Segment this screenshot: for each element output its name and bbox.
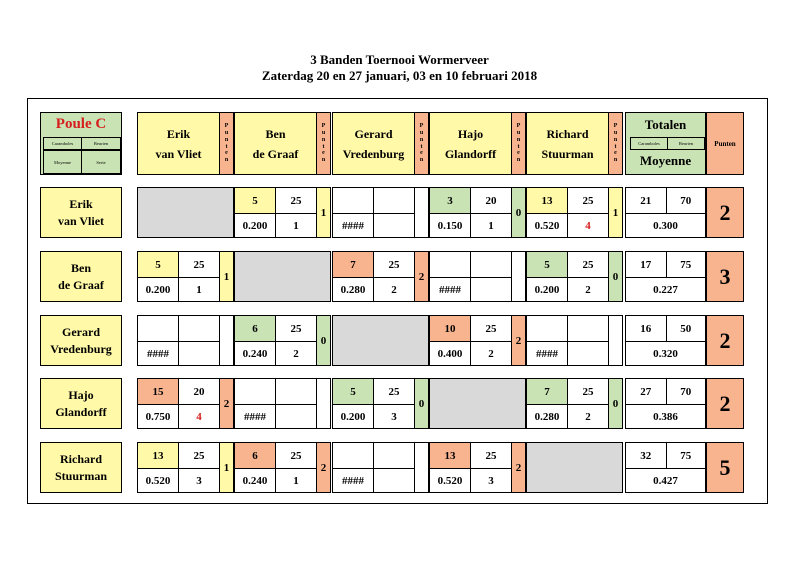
match-caramboles: 15 — [137, 378, 179, 405]
row-player-name — [40, 315, 122, 366]
match-serie: 2 — [470, 341, 512, 366]
punten-vertical-letter: u — [224, 129, 229, 136]
punten-vertical-letter: P — [516, 123, 521, 130]
match-beurten — [373, 187, 415, 214]
match-beurten: 25 — [373, 378, 415, 405]
total-caramboles: 16 — [625, 315, 667, 342]
total-beurten: 75 — [666, 442, 707, 469]
column-header-name-line2: Stuurman — [541, 146, 594, 161]
match-moyenne: #### — [234, 404, 276, 429]
punten-vertical-letter: P — [613, 123, 618, 130]
total-beurten: 50 — [666, 315, 707, 342]
punten-vertical-letter: t — [517, 143, 520, 150]
row-player-name-line2: Glandorff — [55, 404, 107, 419]
match-caramboles: 6 — [234, 315, 276, 342]
match-serie: 2 — [567, 404, 609, 429]
match-caramboles: 13 — [137, 442, 179, 469]
total-moyenne: 0.227 — [625, 277, 706, 302]
match-moyenne: #### — [526, 341, 568, 366]
total-points: 5 — [706, 442, 744, 493]
match-moyenne: 0.400 — [429, 341, 471, 366]
match-moyenne: 0.520 — [429, 468, 471, 493]
match-caramboles: 3 — [429, 187, 471, 214]
match-beurten — [178, 315, 220, 342]
self-match-cell — [429, 378, 526, 429]
total-points: 2 — [706, 315, 744, 366]
match-points: 1 — [608, 187, 623, 238]
punten-vertical-letter: t — [322, 143, 325, 150]
row-player-name-line2: Stuurman — [54, 468, 107, 483]
column-header-name-line1: Gerard — [354, 126, 393, 141]
row-player-name-line2: van Vliet — [57, 213, 105, 228]
match-serie — [567, 341, 609, 366]
match-points — [608, 315, 623, 366]
match-serie: 4 — [178, 404, 220, 429]
column-header-player-3 — [332, 112, 415, 175]
row-player-name-line1: Gerard — [62, 324, 100, 339]
match-caramboles — [526, 315, 568, 342]
match-serie: 1 — [178, 277, 220, 302]
punten-vertical-letter: e — [420, 150, 423, 157]
match-caramboles: 13 — [429, 442, 471, 469]
punten-vertical-letter: u — [419, 129, 424, 136]
row-player-name — [40, 187, 122, 238]
match-caramboles: 7 — [332, 251, 374, 278]
match-beurten — [567, 315, 609, 342]
punten-vertical-label — [414, 112, 429, 175]
match-beurten: 25 — [178, 251, 220, 278]
match-points: 0 — [608, 378, 623, 429]
match-moyenne: 0.150 — [429, 213, 471, 238]
poule-beurten-label: Beurten — [81, 137, 121, 150]
column-header-name-line2: Glandorff — [444, 146, 497, 161]
punten-vertical-letter: u — [613, 129, 618, 136]
row-player-name-line1: Hajo — [68, 387, 94, 402]
match-caramboles: 10 — [429, 315, 471, 342]
match-moyenne: 0.200 — [137, 277, 179, 302]
total-caramboles: 17 — [625, 251, 667, 278]
totals-header — [625, 112, 706, 175]
column-header-player-1 — [137, 112, 220, 175]
total-moyenne: 0.300 — [625, 213, 706, 238]
row-player-name-line2: Vredenburg — [50, 341, 112, 356]
punten-vertical-letter: n — [419, 157, 424, 164]
column-header-player-4 — [429, 112, 512, 175]
match-points: 2 — [219, 378, 234, 429]
punten-vertical-letter: n — [613, 157, 618, 164]
self-match-cell — [137, 187, 234, 238]
totals-title: Totalen — [644, 117, 687, 132]
match-points — [414, 442, 429, 493]
match-points: 2 — [511, 442, 526, 493]
match-caramboles: 5 — [234, 187, 276, 214]
row-player-name-line1: Richard — [60, 451, 102, 466]
column-header-name-line1: Richard — [546, 126, 589, 141]
match-beurten: 20 — [470, 187, 512, 214]
punten-vertical-letter: n — [321, 157, 326, 164]
match-serie: 1 — [470, 213, 512, 238]
match-caramboles: 5 — [526, 251, 568, 278]
match-points: 1 — [219, 442, 234, 493]
match-moyenne: 0.200 — [526, 277, 568, 302]
total-moyenne: 0.320 — [625, 341, 706, 366]
punten-vertical-letter: n — [516, 157, 521, 164]
row-player-name — [40, 442, 122, 493]
punten-vertical-letter: e — [225, 150, 228, 157]
match-moyenne: 0.200 — [332, 404, 374, 429]
column-header-name-line2: van Vliet — [155, 146, 202, 161]
row-player-name-line2: de Graaf — [58, 277, 104, 292]
match-beurten: 20 — [178, 378, 220, 405]
total-beurten: 75 — [666, 251, 707, 278]
match-points: 0 — [511, 187, 526, 238]
match-serie: 2 — [567, 277, 609, 302]
punten-vertical-letter: t — [420, 143, 423, 150]
match-beurten: 25 — [275, 187, 317, 214]
match-moyenne: 0.240 — [234, 341, 276, 366]
row-player-name — [40, 378, 122, 429]
match-caramboles — [332, 442, 374, 469]
match-beurten: 25 — [178, 442, 220, 469]
punten-vertical-letter: e — [614, 150, 617, 157]
column-header-name-line2: de Graaf — [252, 146, 299, 161]
match-serie — [275, 404, 317, 429]
punten-vertical-letter: P — [224, 123, 229, 130]
match-beurten: 25 — [470, 315, 512, 342]
match-points: 0 — [608, 251, 623, 302]
punten-vertical-letter: t — [225, 143, 228, 150]
punten-vertical-letter: n — [516, 136, 521, 143]
total-beurten: 70 — [666, 187, 707, 214]
self-match-cell — [234, 251, 331, 302]
match-beurten — [470, 251, 512, 278]
poule-title: Poule C — [55, 116, 107, 132]
poule-header — [40, 112, 122, 175]
poule-serie-label: Serie — [81, 150, 121, 174]
match-points: 2 — [316, 442, 331, 493]
column-header-player-5 — [526, 112, 609, 175]
match-points: 2 — [511, 315, 526, 366]
match-beurten — [275, 378, 317, 405]
match-points — [414, 187, 429, 238]
match-moyenne: #### — [137, 341, 179, 366]
self-match-cell — [332, 315, 429, 366]
total-points: 3 — [706, 251, 744, 302]
total-caramboles: 27 — [625, 378, 667, 405]
match-moyenne: 0.520 — [526, 213, 568, 238]
match-points: 1 — [316, 187, 331, 238]
match-serie: 2 — [373, 277, 415, 302]
match-caramboles — [429, 251, 471, 278]
column-header-name-line1: Ben — [265, 126, 286, 141]
punten-vertical-letter: e — [322, 150, 325, 157]
match-points — [511, 251, 526, 302]
total-points: 2 — [706, 378, 744, 429]
match-serie: 4 — [567, 213, 609, 238]
punten-vertical-letter: n — [613, 136, 618, 143]
punten-vertical-label — [316, 112, 331, 175]
punten-vertical-letter: n — [419, 136, 424, 143]
row-player-name — [40, 251, 122, 302]
match-beurten: 25 — [275, 442, 317, 469]
punten-vertical-letter: u — [321, 129, 326, 136]
match-moyenne: #### — [429, 277, 471, 302]
match-points: 1 — [219, 251, 234, 302]
match-caramboles: 13 — [526, 187, 568, 214]
match-beurten: 25 — [567, 378, 609, 405]
totals-moyenne-label: Moyenne — [639, 153, 692, 168]
match-beurten: 25 — [275, 315, 317, 342]
match-beurten: 25 — [373, 251, 415, 278]
match-moyenne: 0.280 — [332, 277, 374, 302]
poule-caramboles-label: Caramboles — [43, 137, 82, 150]
match-caramboles — [332, 187, 374, 214]
match-caramboles — [137, 315, 179, 342]
column-header-name-line2: Vredenburg — [342, 146, 405, 161]
match-serie — [373, 468, 415, 493]
match-moyenne: 0.280 — [526, 404, 568, 429]
punten-vertical-letter: n — [321, 136, 326, 143]
match-serie: 3 — [373, 404, 415, 429]
punten-vertical-letter: P — [419, 123, 424, 130]
match-caramboles: 6 — [234, 442, 276, 469]
match-moyenne: #### — [332, 213, 374, 238]
punten-vertical-label — [219, 112, 234, 175]
match-serie: 3 — [470, 468, 512, 493]
punten-vertical-label — [608, 112, 623, 175]
match-serie — [373, 213, 415, 238]
punten-vertical-letter: n — [224, 136, 229, 143]
match-serie: 1 — [275, 468, 317, 493]
total-caramboles: 32 — [625, 442, 667, 469]
match-points: 2 — [414, 251, 429, 302]
punten-vertical-letter: t — [614, 143, 617, 150]
match-beurten — [373, 442, 415, 469]
match-caramboles: 7 — [526, 378, 568, 405]
totals-beurten-label: Beurten — [667, 137, 705, 150]
match-points — [316, 378, 331, 429]
match-beurten: 25 — [567, 187, 609, 214]
column-header-name-line1: Erik — [166, 126, 191, 141]
match-serie: 2 — [275, 341, 317, 366]
match-points: 0 — [316, 315, 331, 366]
match-serie — [470, 277, 512, 302]
match-serie — [178, 341, 220, 366]
total-moyenne: 0.427 — [625, 468, 706, 493]
punten-vertical-letter: e — [517, 150, 520, 157]
tournament-dates: Zaterdag 20 en 27 januari, 03 en 10 februari 2018 — [261, 68, 538, 83]
match-beurten: 25 — [567, 251, 609, 278]
punten-vertical-letter: u — [516, 129, 521, 136]
column-header-player-2 — [234, 112, 317, 175]
match-beurten: 25 — [470, 442, 512, 469]
poule-moyenne-label: Moyenne — [43, 150, 82, 174]
match-caramboles: 5 — [137, 251, 179, 278]
match-caramboles: 5 — [332, 378, 374, 405]
match-moyenne: #### — [332, 468, 374, 493]
punten-vertical-letter: P — [321, 123, 326, 130]
tournament-title: 3 Banden Toernooi Wormerveer — [310, 52, 489, 67]
punten-vertical-letter: n — [224, 157, 229, 164]
column-header-name-line1: Hajo — [457, 126, 484, 141]
self-match-cell — [526, 442, 623, 493]
match-points — [219, 315, 234, 366]
total-points: 2 — [706, 187, 744, 238]
match-serie: 1 — [275, 213, 317, 238]
match-points: 0 — [414, 378, 429, 429]
punten-vertical-label — [511, 112, 526, 175]
match-caramboles — [234, 378, 276, 405]
row-player-name-line1: Erik — [69, 196, 93, 211]
match-serie: 3 — [178, 468, 220, 493]
totals-caramboles-label: Caramboles — [630, 137, 668, 150]
total-moyenne: 0.386 — [625, 404, 706, 429]
total-caramboles: 21 — [625, 187, 667, 214]
match-moyenne: 0.520 — [137, 468, 179, 493]
match-moyenne: 0.750 — [137, 404, 179, 429]
row-player-name-line1: Ben — [70, 260, 91, 275]
match-moyenne: 0.200 — [234, 213, 276, 238]
punten-header: Punten — [706, 112, 744, 175]
total-beurten: 70 — [666, 378, 707, 405]
match-moyenne: 0.240 — [234, 468, 276, 493]
